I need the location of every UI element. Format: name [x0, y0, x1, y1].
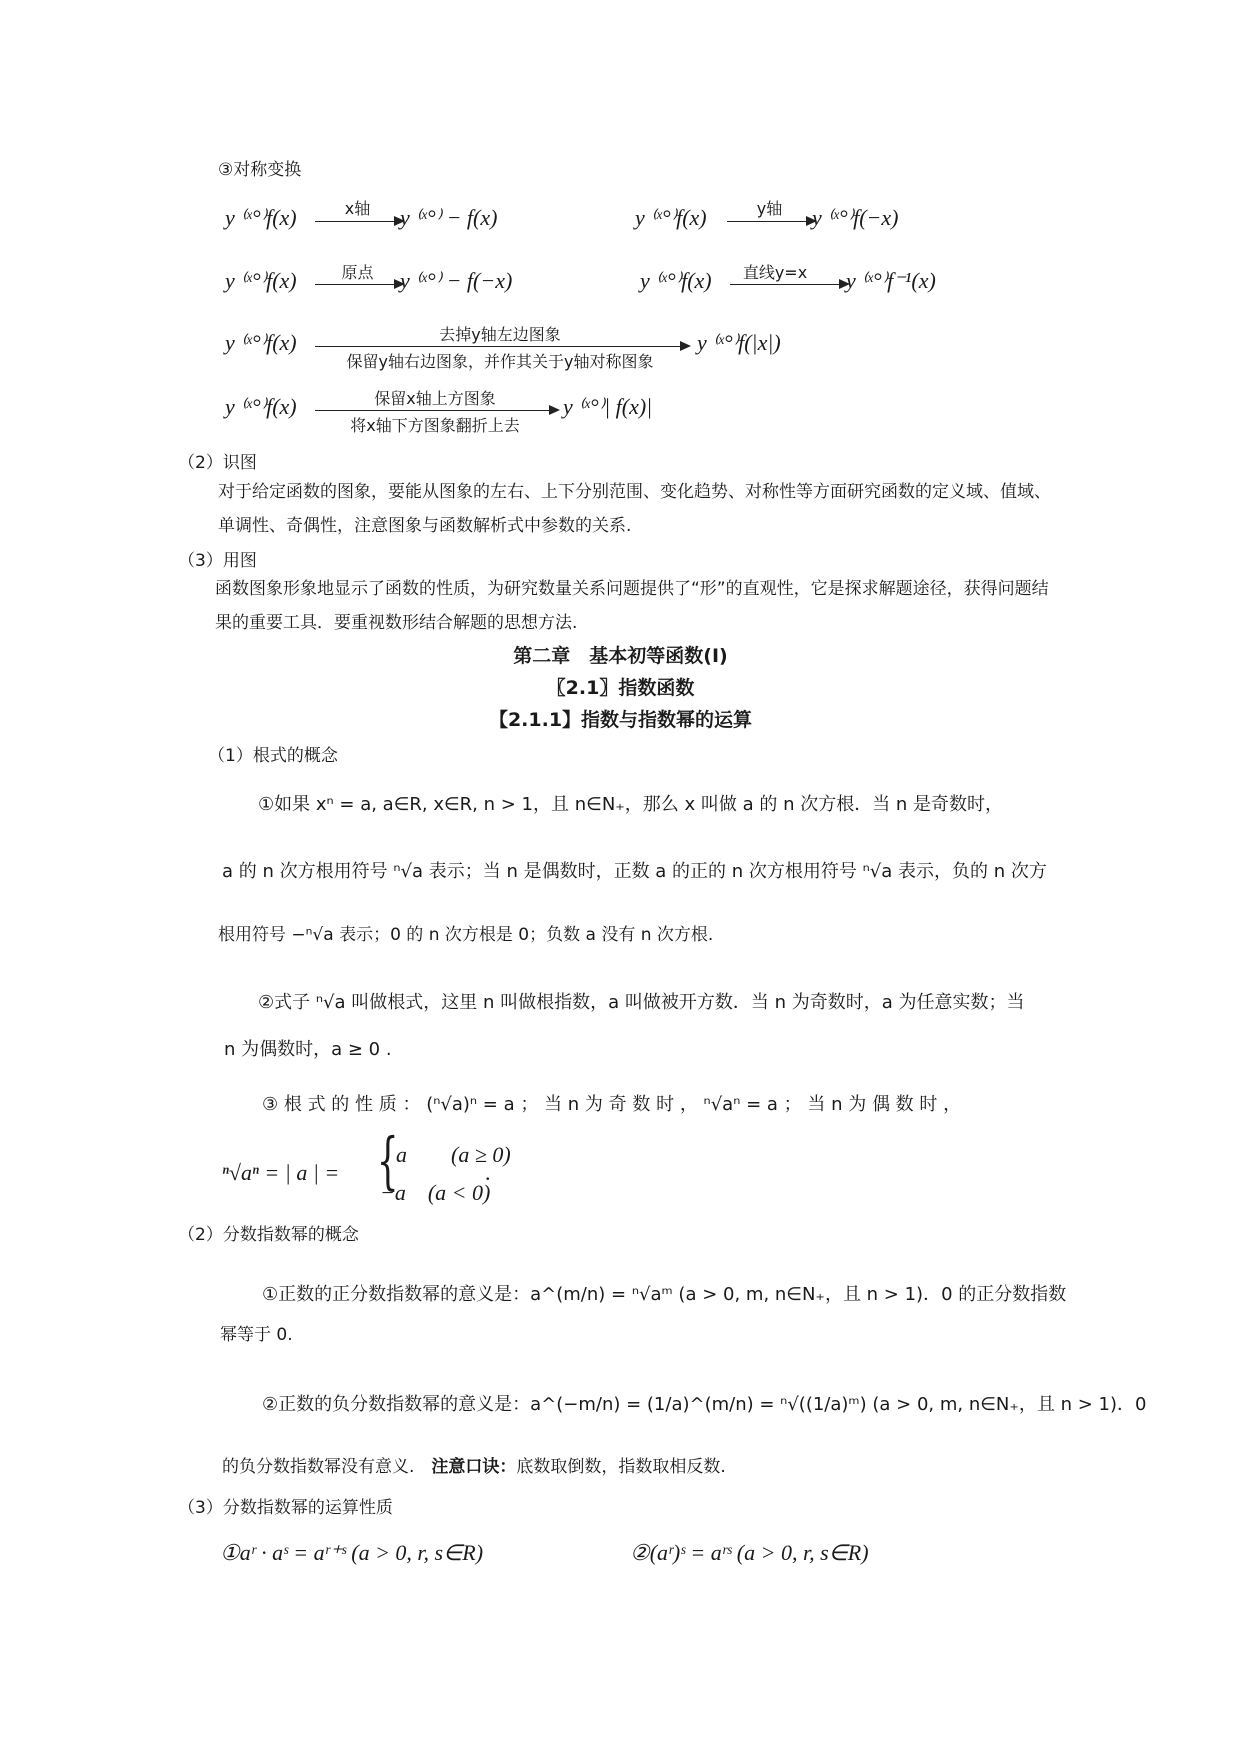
root-p6: ③ 根 式 的 性 质 ： (ⁿ√a)ⁿ = a ； 当 n 为 奇 数 时 ， ⁿ√aⁿ = a ； 当 n 为 偶 数 时 ，: [262, 1094, 962, 1115]
transform-y-right: y ⁽ˣ°⁾f(−x): [812, 205, 899, 230]
transform-line-right: y ⁽ˣ°⁾f⁻¹(x): [846, 268, 936, 293]
frac-p4: [222, 1452, 726, 1477]
transform-abs-f-label-top: 保留x轴上方图象: [374, 389, 496, 408]
transform-abs-x-label-bottom: 保留y轴右边图象，并作其关于y轴对称图象: [346, 352, 654, 371]
section-use-graph-text: 函数图象形象地显示了函数的性质，为研究数量关系问题提供了“形”的直观性，它是探求解题途径，获得问题结果的重要工具．要重视数形结合解题的思想方法.: [215, 579, 1049, 633]
transform-origin-right: y ⁽ˣ°⁾ − f(−x): [400, 268, 513, 293]
root-abs-lhs: ⁿ√aⁿ = | a | =: [222, 1160, 340, 1185]
transform-origin-arrow: [315, 284, 397, 285]
frac-mnemonic-label: 注意口诀：: [431, 1457, 517, 1477]
chapter-title: 第二章 基本初等函数(Ⅰ): [513, 645, 728, 667]
transform-origin-label: 原点: [341, 263, 374, 282]
root-period: .: [485, 1160, 491, 1185]
frac-concept-title: （2）分数指数幂的概念: [178, 1225, 359, 1245]
transform-abs-f-left: y ⁽ˣ°⁾f(x): [225, 394, 297, 419]
transform-line-arrow: [730, 284, 842, 285]
frac-mnemonic-text: 底数取倒数，指数取相反数.: [516, 1457, 726, 1477]
section-symmetry-title: ③对称变换: [218, 160, 302, 180]
transform-x-left: y ⁽ˣ°⁾f(x): [225, 205, 297, 230]
root-p4: ②式子 ⁿ√a 叫做根式，这里 n 叫做根指数，a 叫做被开方数．当 n 为奇数时，a 为任意实数；当: [258, 992, 1025, 1013]
transform-abs-x-label-top: 去掉y轴左边图象: [439, 325, 561, 344]
transform-line-label: 直线y=x: [742, 263, 808, 282]
transform-y-left: y ⁽ˣ°⁾f(x): [635, 205, 707, 230]
root-p1: ①如果 xⁿ = a, a∈R, x∈R, n > 1，且 n∈N₊，那么 x 叫做 a 的 n 次方根．当 n 是奇数时，: [258, 794, 1004, 815]
transform-x-right: y ⁽ˣ°⁾ − f(x): [400, 205, 498, 230]
root-p5: n 为偶数时，a ≥ 0 .: [224, 1039, 392, 1060]
root-case-1: a (a ≥ 0): [396, 1142, 511, 1167]
transform-abs-f-arrow: [315, 410, 552, 411]
transform-y-label: y轴: [756, 199, 783, 218]
brace-icon: {: [376, 1124, 399, 1197]
transform-abs-x-right: y ⁽ˣ°⁾f(|x|): [697, 330, 781, 355]
transform-abs-x-arrow: [315, 346, 683, 347]
ops-formula-2: ②(aʳ)ˢ = aʳˢ (a > 0, r, s∈R): [630, 1540, 869, 1565]
root-case-2: −a (a < 0): [380, 1180, 491, 1205]
root-p3: 根用符号 −ⁿ√a 表示；0 的 n 次方根是 0；负数 a 没有 n 次方根.: [218, 925, 714, 945]
transform-x-label: x轴: [344, 199, 371, 218]
frac-p1: ①正数的正分数指数幂的意义是：a^(m/n) = ⁿ√aᵐ (a > 0, m, n∈N₊，且 n > 1)．0 的正分数指数: [262, 1284, 1067, 1305]
frac-p4-text: 的负分数指数幂没有意义.: [222, 1457, 432, 1477]
transform-x-arrow: [315, 221, 397, 222]
section-read-graph-title: （2）识图: [178, 453, 257, 473]
frac-p2: 幂等于 0.: [220, 1325, 293, 1345]
ops-title: （3）分数指数幂的运算性质: [178, 1498, 393, 1518]
transform-y-arrow: [727, 221, 809, 222]
transform-origin-left: y ⁽ˣ°⁾f(x): [225, 268, 297, 293]
root-p2: a 的 n 次方根用符号 ⁿ√a 表示；当 n 是偶数时，正数 a 的正的 n 次方根用符号 ⁿ√a 表示，负的 n 次方: [222, 861, 1047, 882]
section-use-graph-title: （3）用图: [178, 551, 257, 571]
section-title: 〖2.1〗指数函数: [546, 677, 695, 699]
ops-formula-1: ①aʳ · aˢ = aʳ⁺ˢ (a > 0, r, s∈R): [220, 1540, 484, 1565]
section-read-graph-text: 对于给定函数的图象，要能从图象的左右、上下分别范围、变化趋势、对称性等方面研究函数的定义域、值域、单调性、奇偶性，注意图象与函数解析式中参数的关系.: [218, 482, 1051, 536]
transform-abs-f-label-bottom: 将x轴下方图象翻折上去: [350, 416, 520, 435]
root-concept-title: （1）根式的概念: [208, 746, 338, 766]
transform-line-left: y ⁽ˣ°⁾f(x): [640, 268, 712, 293]
transform-abs-x-left: y ⁽ˣ°⁾f(x): [225, 330, 297, 355]
subsection-title: 【2.1.1】指数与指数幂的运算: [488, 709, 753, 731]
transform-abs-f-right: y ⁽ˣ°⁾| f(x)|: [563, 394, 653, 419]
frac-p3: ②正数的负分数指数幂的意义是：a^(−m/n) = (1/a)^(m/n) = ⁿ√((1/a)ᵐ) (a > 0, m, n∈N₊，且 n > 1)．0: [262, 1394, 1147, 1415]
